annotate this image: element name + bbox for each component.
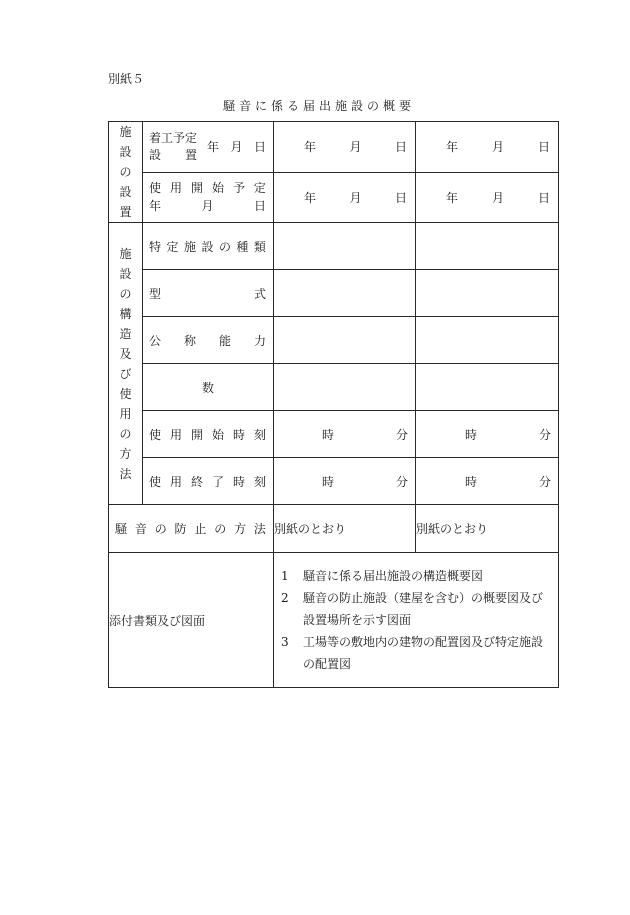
nominal-capacity-label: 公 称 能 力 xyxy=(143,317,274,364)
document-label: 別紙５ xyxy=(108,72,145,86)
start-planned-date-1[interactable]: 年 月 日 xyxy=(274,122,416,173)
use-start-time-value-1[interactable]: 時 分 xyxy=(274,411,416,458)
attachments-label: 添付書類及び図面 xyxy=(109,553,274,688)
count-value-2[interactable] xyxy=(416,364,559,411)
row-attachments xyxy=(109,553,559,688)
row-use-start-time xyxy=(109,411,559,458)
attachment-item: 1 騒音に係る届出施設の構造概要図 xyxy=(281,569,484,583)
count-label: 数 xyxy=(143,364,274,411)
use-start-time-value-2[interactable]: 時 分 xyxy=(416,411,559,458)
start-planned-label: 着 工 予 定 設 置 年 月 日 xyxy=(143,122,274,173)
use-end-time-label: 使 用 終 了 時 刻 xyxy=(143,458,274,505)
count-value-1[interactable] xyxy=(274,364,416,411)
attachment-item: 3 工場等の敷地内の建物の配置図及び特定施設の配置図 xyxy=(281,635,544,671)
model-value-2[interactable] xyxy=(416,270,559,317)
start-planned-date-2[interactable]: 年 月 日 xyxy=(416,122,559,173)
row-count xyxy=(109,364,559,411)
model-value-1[interactable] xyxy=(274,270,416,317)
use-end-time-value-2[interactable]: 時 分 xyxy=(416,458,559,505)
model-label: 型 式 xyxy=(143,270,274,317)
attachments-list xyxy=(274,553,559,688)
structure-label: 施 設 の 構 造 及 び 使 用 の 方 法 xyxy=(109,223,143,505)
row-facility-type xyxy=(109,223,559,270)
installation-label: 施 設 の 設 置 xyxy=(109,122,143,223)
noise-prevention-label: 騒 音 の 防 止 の 方 法 xyxy=(109,505,274,553)
noise-prevention-value-2[interactable]: 別紙のとおり xyxy=(416,505,559,553)
row-nominal-capacity xyxy=(109,317,559,364)
nominal-capacity-value-1[interactable] xyxy=(274,317,416,364)
facility-type-value-1[interactable] xyxy=(274,223,416,270)
row-start-planned xyxy=(109,122,559,173)
facility-type-label: 特 定 施 設 の 種 類 xyxy=(143,223,274,270)
row-noise-prevention xyxy=(109,505,559,553)
noise-prevention-value-1[interactable]: 別紙のとおり xyxy=(274,505,416,553)
row-model xyxy=(109,270,559,317)
use-start-time-label: 使 用 開 始 時 刻 xyxy=(143,411,274,458)
attachment-item: 2 騒音の防止施設（建屋を含む）の概要図及び設置場所を示す図面 xyxy=(281,591,544,627)
use-end-time-value-1[interactable]: 時 分 xyxy=(274,458,416,505)
row-use-start-planned xyxy=(109,172,559,223)
use-start-planned-label: 使 用 開 始 予 定 年 月 日 xyxy=(143,172,274,223)
use-start-planned-date-1[interactable]: 年 月 日 xyxy=(274,172,416,223)
document-title: 騒音に係る届出施設の概要 xyxy=(222,99,415,113)
facility-summary-table xyxy=(108,121,559,688)
facility-type-value-2[interactable] xyxy=(416,223,559,270)
nominal-capacity-value-2[interactable] xyxy=(416,317,559,364)
row-use-end-time xyxy=(109,458,559,505)
use-start-planned-date-2[interactable]: 年 月 日 xyxy=(416,172,559,223)
